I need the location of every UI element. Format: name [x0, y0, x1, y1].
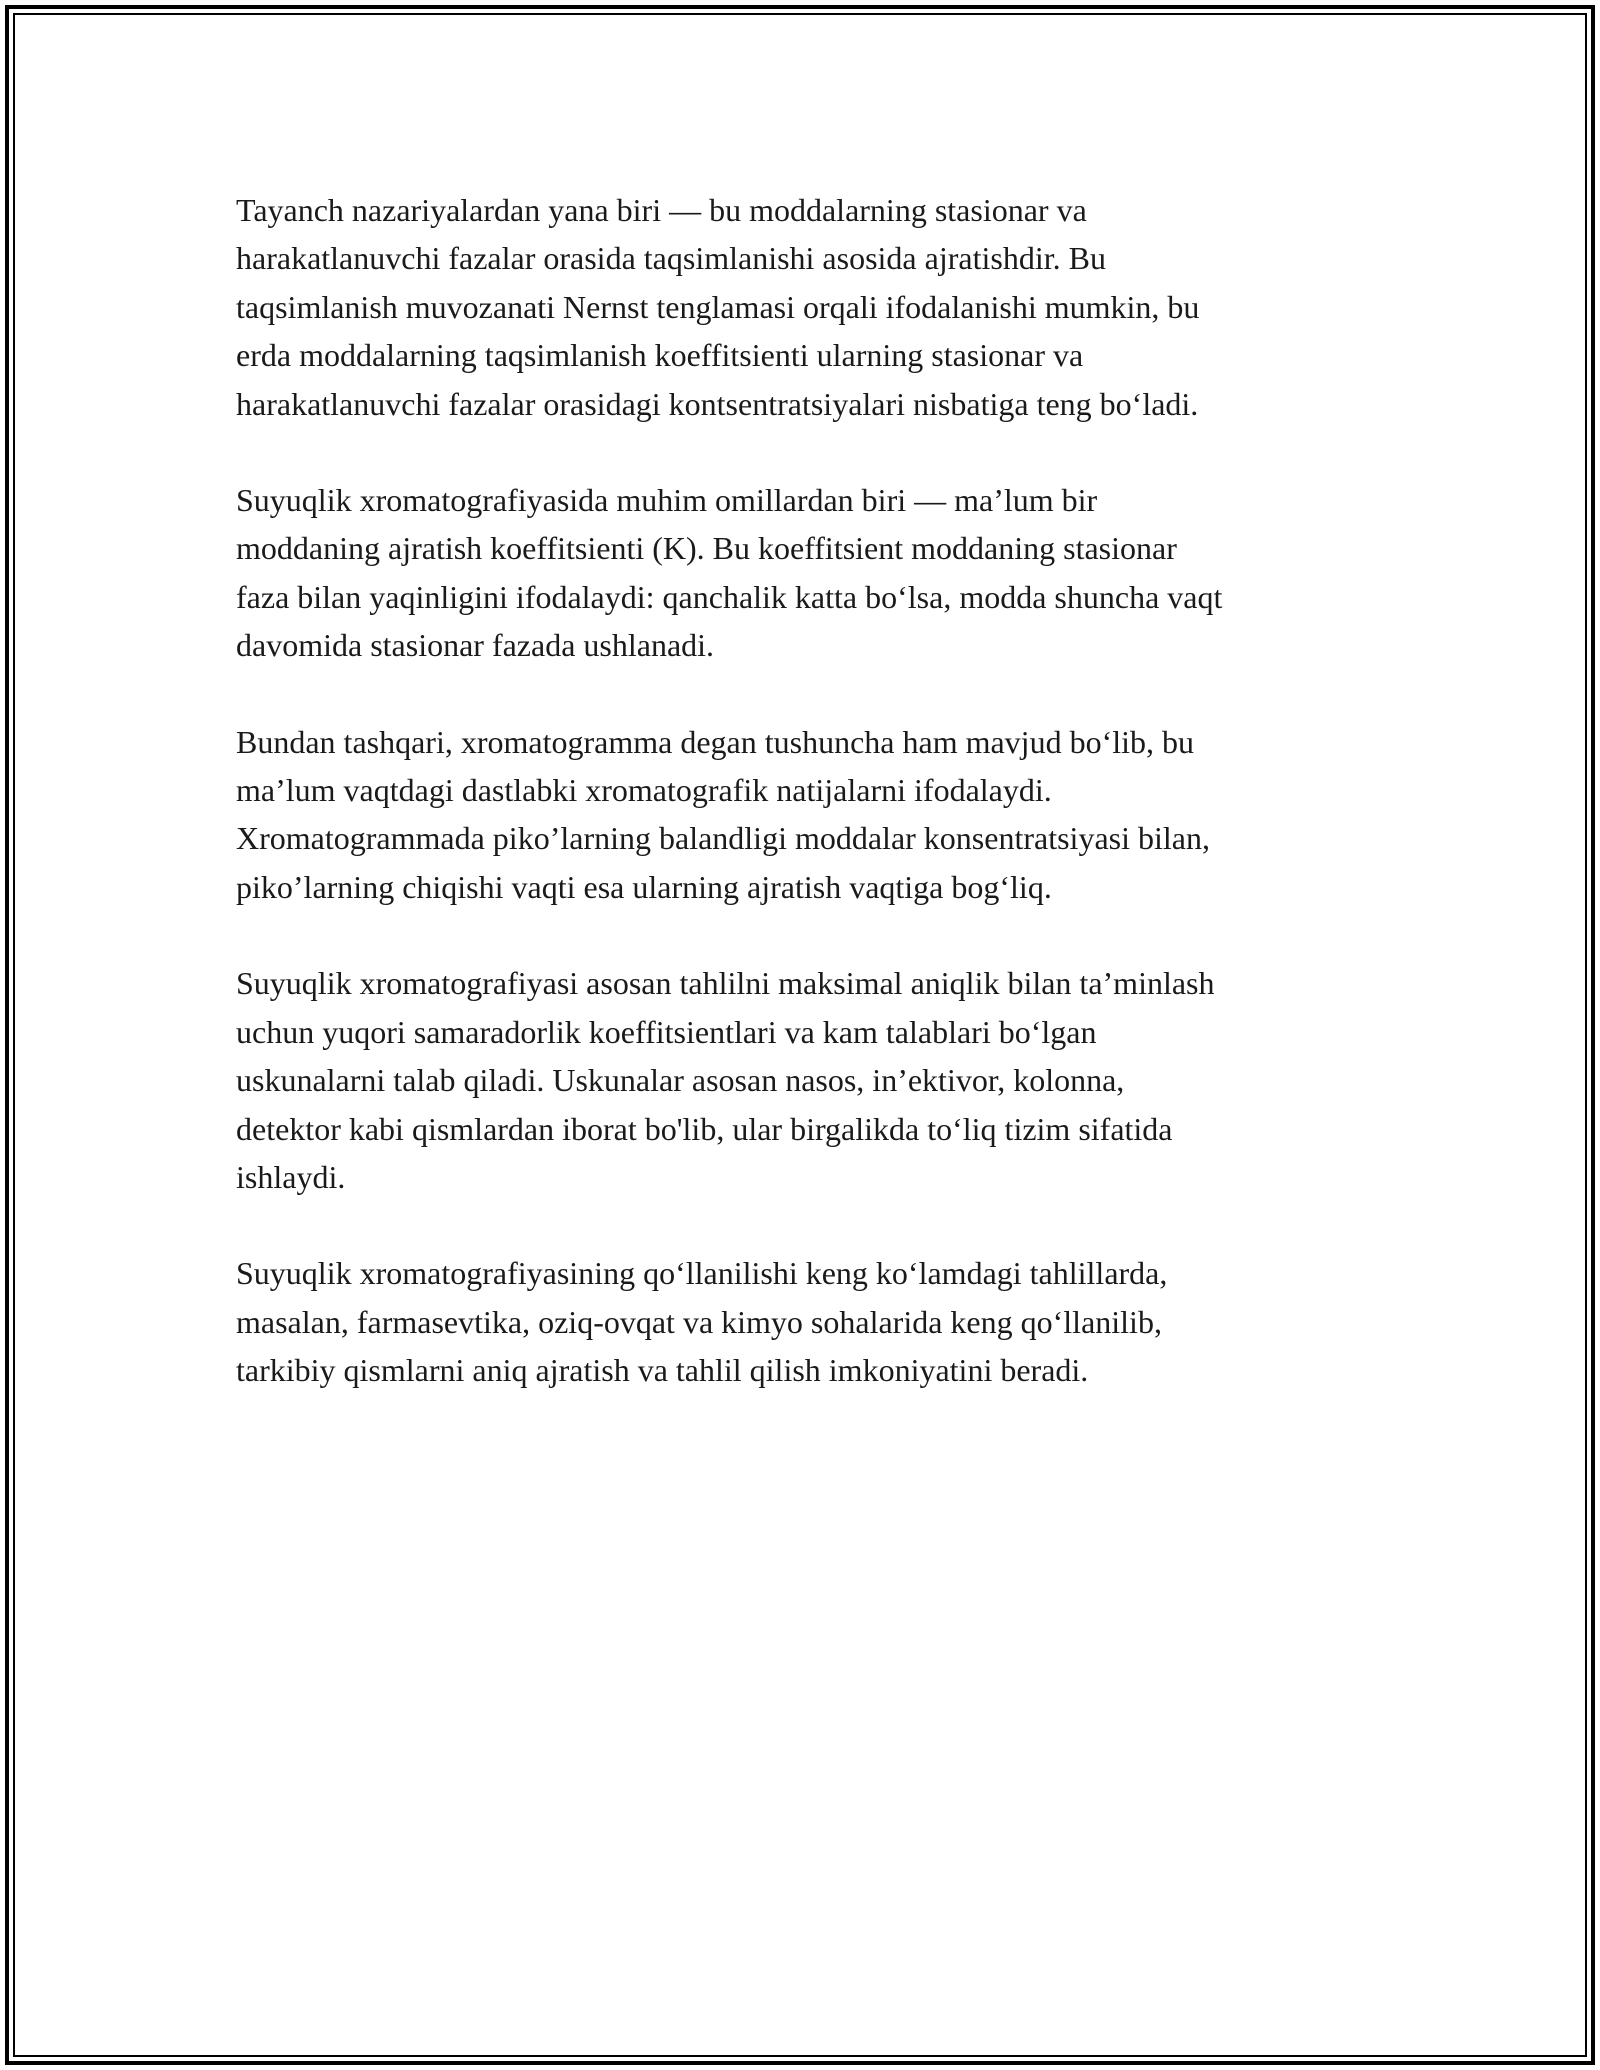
- paragraph-3: Bundan tashqari, xromatogramma degan tushuncha ham mavjud boʻlib, bu maʼlum vaqtdagi dastlabki xromatografik natijalarni ifodalaydi. Xromatogrammada pikoʼlarning balandligi moddalar konsentratsiyasi bilan, pikoʼlarning chiqishi vaqti esa ularning ajratish vaqtiga bogʻliq.: [236, 723, 1210, 905]
- paragraph-4: Suyuqlik xromatografiyasi asosan tahlilni maksimal aniqlik bilan taʼminlash uchun yuqori samaradorlik koeffitsientlari va kam talablari boʻlgan uskunalarni talab qiladi. Uskunalar asosan nasos, inʼektivor, kolonna, detektor kabi qismlardan iborat bo'lib, ular birgalikda toʻliq tizim sifatida ishlaydi.: [236, 965, 1215, 1195]
- paragraph-5: Suyuqlik xromatografiyasining qoʻllanilishi keng koʻlamdagi tahlillarda, masalan, farmasevtika, oziq-ovqat va kimyo sohalarida keng qoʻllanilib, tarkibiy qismlarni aniq ajratish va tahlil qilish imkoniyatini beradi.: [236, 1255, 1168, 1389]
- paragraph-1: Tayanch nazariyalardan yana biri — bu moddalarning stasionar va harakatlanuvchi fazalar orasida taqsimlanishi asosida ajratishdir. Bu taqsimlanish muvozanati Nernst tenglamasi orqali ifodalanishi mumkin, bu erda moddalarning taqsimlanish koeffitsienti ularning stasionar va harakatlanuvchi fazalar orasidagi kontsentratsiyalari nisbatiga teng boʻladi.: [236, 192, 1200, 422]
- document-body: [236, 186, 1386, 1443]
- paragraph-2: Suyuqlik xromatografiyasida muhim omillardan biri — maʼlum bir moddaning ajratish koeffitsienti (K). Bu koeffitsient moddaning stasionar faza bilan yaqinligini ifodalaydi: qanchalik katta boʻlsa, modda shuncha vaqt davomida stasionar fazada ushlanadi.: [236, 482, 1223, 664]
